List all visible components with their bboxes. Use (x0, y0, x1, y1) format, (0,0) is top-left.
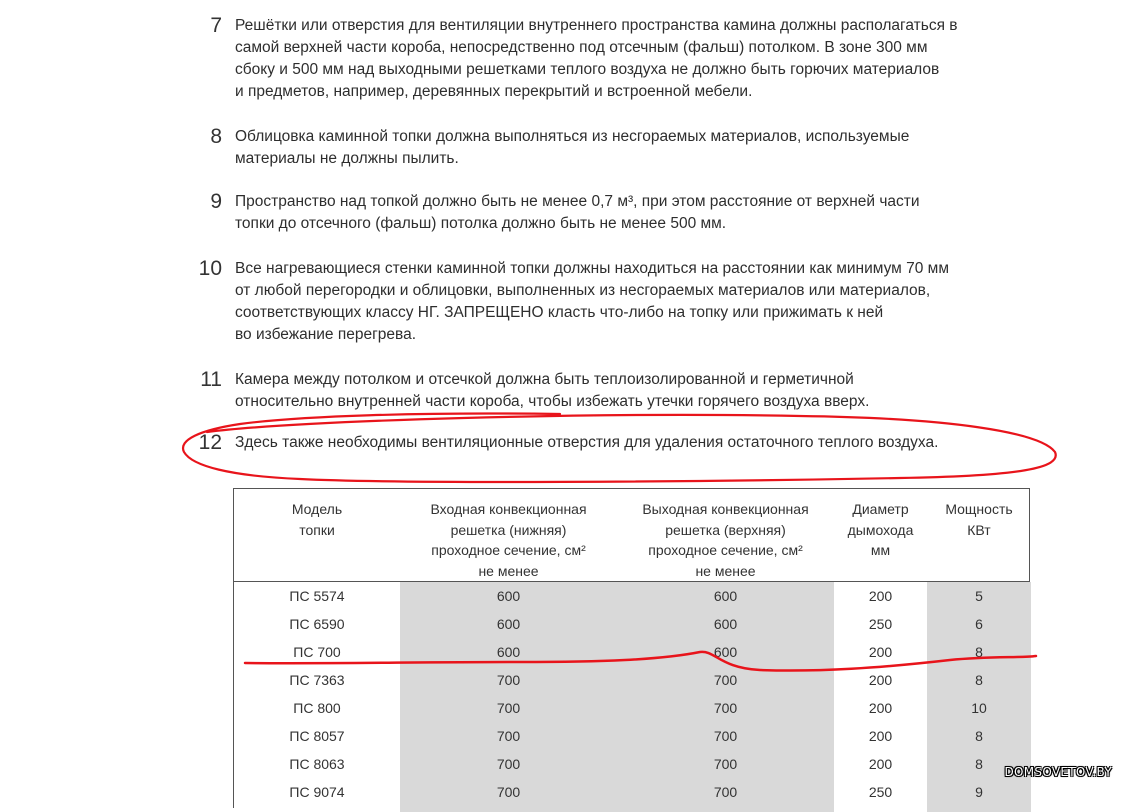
table-cell: 700 (496, 700, 521, 716)
table-cell: 700 (496, 728, 521, 744)
table-cell: 200 (868, 728, 893, 744)
item-text-line: от любой перегородки и облицовки, выполненных из несгораемых материалов или материалов, (235, 282, 931, 299)
table-header-line: Диаметр (852, 501, 909, 517)
table-header-line: решетка (нижняя) (450, 521, 567, 538)
table-cell: 700 (496, 784, 521, 800)
table-header-line: Выходная конвекционная (642, 501, 809, 517)
item-text-line: Пространство над топкой должно быть не менее 0,7 м³, при этом расстояние от верхней части (235, 193, 920, 210)
item-text-line: соответствующих классу НГ. ЗАПРЕЩЕНО класть что-либо на топку или прижимать к ней (235, 304, 884, 321)
table-header-line: проходное сечение, см² (648, 542, 803, 558)
table-cell: 600 (496, 588, 521, 604)
item-number: 10 (198, 257, 222, 280)
table-cell: 200 (868, 644, 893, 660)
item-text (235, 191, 1065, 235)
table-header-4 (927, 499, 1031, 540)
table-header-line: КВт (967, 521, 991, 538)
table-cell: 8 (975, 728, 983, 744)
table-cell: 200 (868, 588, 893, 604)
item-text-line: и предметов, например, деревянных перекрытий и встроенной мебели. (235, 83, 753, 100)
table-cell: 600 (496, 644, 521, 660)
table-cell: 700 (713, 700, 738, 716)
item-number: 8 (210, 125, 222, 148)
table-cell: ПС 6590 (289, 616, 345, 632)
item-number: 7 (210, 14, 222, 37)
table-cell: ПС 800 (293, 700, 341, 716)
table-cell: 600 (713, 616, 738, 632)
table-header-2 (617, 499, 834, 581)
item-text-line: Камера между потолком и отсечкой должна быть теплоизолированной и герметичной (235, 371, 854, 388)
table-header-line: дымохода (847, 521, 914, 538)
table-cell: ПС 5574 (289, 588, 345, 604)
item-text-line: материалы не должны пылить. (235, 150, 459, 167)
item-text-line: Все нагревающиеся стенки каминной топки должны находиться на расстоянии как минимум 70 мм (235, 260, 949, 277)
table-header-divider (234, 581, 1029, 582)
table-header-1 (400, 499, 617, 581)
table-header-line: не менее (695, 562, 756, 579)
table-cell: 600 (713, 644, 738, 660)
table-cell: 8 (975, 756, 983, 772)
table-cell: 5 (975, 588, 983, 604)
table-header-line: Входная конвекционная (430, 501, 587, 517)
item-text-line: Здесь также необходимы вентиляционные отверстия для удаления остаточного теплого воздуха. (235, 434, 939, 451)
table-header-line: топки (299, 521, 335, 538)
table-cell: 250 (868, 784, 893, 800)
table-cell: 250 (868, 616, 893, 632)
table-cell: 700 (713, 756, 738, 772)
table-cell: 6 (975, 616, 983, 632)
table-cell: ПС 7363 (289, 672, 345, 688)
item-number: 11 (200, 368, 222, 391)
site-watermark: DOMSOVETOV.BY (1004, 765, 1112, 779)
table-cell: 200 (868, 672, 893, 688)
item-text-line: Решётки или отверстия для вентиляции внутреннего пространства камина должны располагаться в (235, 17, 958, 34)
table-header-line: мм (870, 542, 891, 558)
table-cell: 9 (975, 784, 983, 800)
item-text-line: самой верхней части короба, непосредственно под отсечным (фальш) потолком. В зоне 300 мм (235, 39, 928, 56)
table-cell: 8 (975, 644, 983, 660)
table-cell: 600 (496, 616, 521, 632)
item-text-line: относительно внутренней части короба, чтобы избежать утечки горячего воздуха вверх. (235, 393, 870, 410)
table-header-line: решетка (верхняя) (665, 521, 786, 538)
item-text (235, 258, 1065, 346)
table-cell: 600 (713, 588, 738, 604)
table-cell: 700 (496, 756, 521, 772)
item-text (235, 15, 1065, 103)
table-header-line: проходное сечение, см² (431, 542, 586, 558)
item-text (235, 369, 1065, 413)
item-text-line: топки до отсечного (фальш) потолка должно быть не менее 500 мм. (235, 215, 727, 232)
table-cell: 700 (713, 728, 738, 744)
item-text (235, 432, 1065, 454)
table-cell: ПС 9074 (289, 784, 345, 800)
table-cell: 700 (713, 784, 738, 800)
table-cell: ПС 8057 (289, 728, 345, 744)
fireplace-spec-table (233, 488, 1030, 808)
table-header-line: Модель (291, 501, 343, 517)
table-header-3 (834, 499, 927, 561)
table-cell: 700 (713, 672, 738, 688)
item-number: 9 (210, 190, 222, 213)
table-cell: 8 (975, 672, 983, 688)
table-cell: 200 (868, 756, 893, 772)
table-header-line: не менее (478, 562, 539, 579)
item-text (235, 126, 1065, 170)
table-cell: ПС 700 (293, 644, 341, 660)
table-cell: 200 (868, 700, 893, 716)
item-text-line: во избежание перегрева. (235, 326, 416, 343)
table-header-line: Мощность (945, 501, 1013, 517)
item-number: 12 (198, 431, 222, 454)
item-text-line: сбоку и 500 мм над выходными решетками теплого воздуха не должно быть горючих материалов (235, 61, 940, 78)
table-cell: 10 (971, 700, 987, 716)
table-cell: ПС 8063 (289, 756, 345, 772)
table-cell: 700 (496, 672, 521, 688)
item-text-line: Облицовка каминной топки должна выполняться из несгораемых материалов, используемые (235, 128, 910, 145)
table-header-0 (234, 499, 400, 540)
